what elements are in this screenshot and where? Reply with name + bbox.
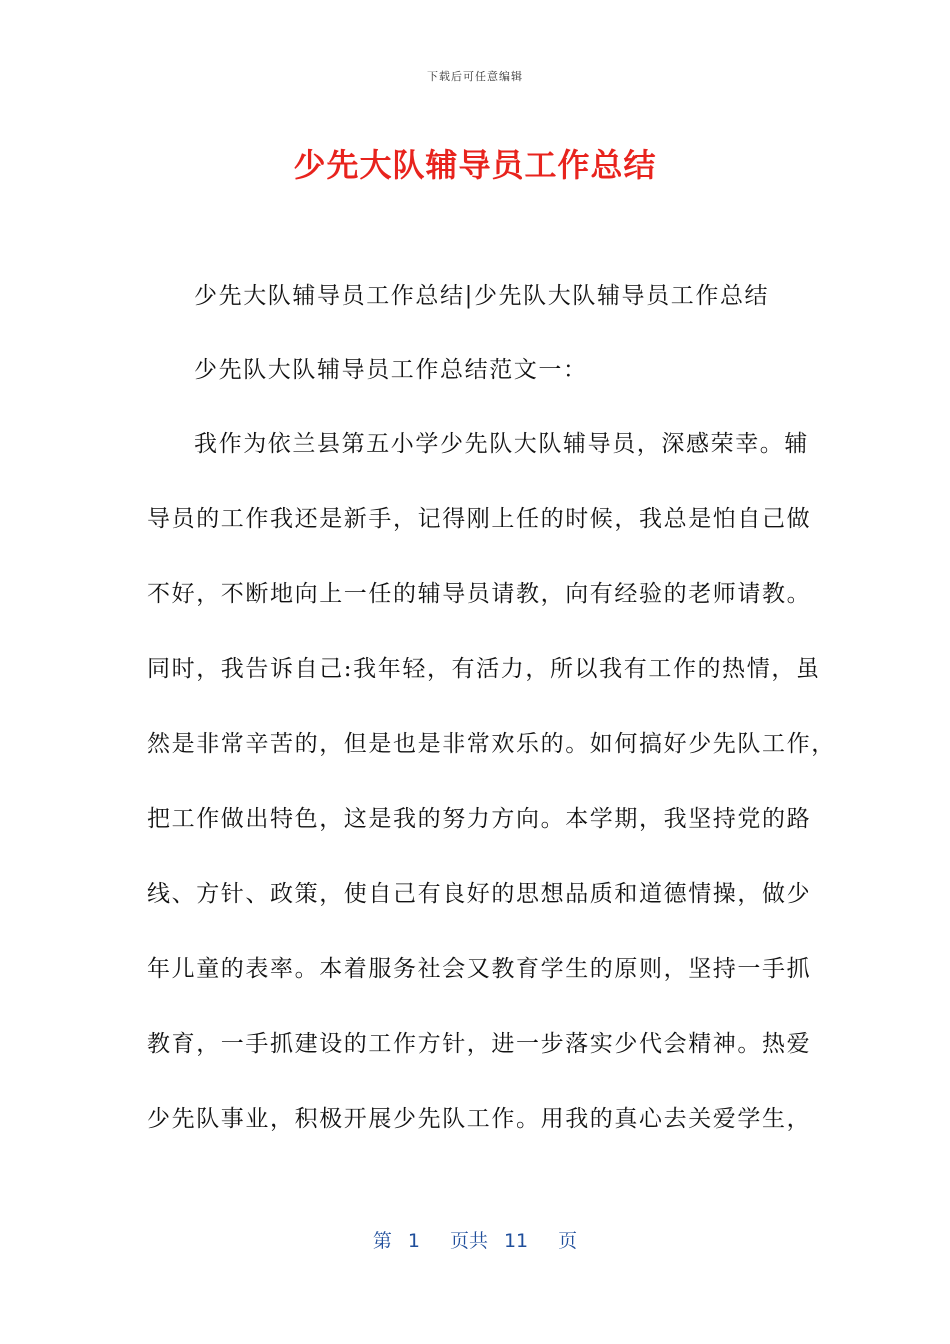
paragraph-line: 教育，一手抓建设的工作方针，进一步落实少代会精神。热爱	[147, 1031, 812, 1057]
section-heading: 少先队大队辅导员工作总结范文一：	[194, 357, 588, 383]
subtitle-line: 少先大队辅导员工作总结|少先队大队辅导员工作总结	[194, 283, 770, 309]
paragraph-line: 导员的工作我还是新手，记得刚上任的时候，我总是怕自己做	[147, 506, 812, 532]
paragraph-line: 少先队事业，积极开展少先队工作。用我的真心去关爱学生，	[147, 1106, 812, 1132]
paragraph-line: 把工作做出特色，这是我的努力方向。本学期，我坚持党的路	[147, 806, 812, 832]
page-footer	[0, 1226, 950, 1253]
paragraph-line: 不好，不断地向上一任的辅导员请教，向有经验的老师请教。	[147, 581, 812, 607]
footer-middle: 页共	[449, 1230, 488, 1252]
footer-prefix: 第	[372, 1230, 392, 1252]
paragraph-line: 同时，我告诉自己:我年轻，有活力，所以我有工作的热情，虽	[147, 656, 821, 682]
paragraph-line: 我作为依兰县第五小学少先队大队辅导员，深感荣幸。辅	[194, 431, 809, 457]
paragraph-line: 年儿童的表率。本着服务社会又教育学生的原则，坚持一手抓	[147, 956, 812, 982]
footer-suffix: 页	[558, 1230, 578, 1252]
footer-total-pages: 11	[503, 1230, 529, 1252]
paragraph-line: 然是非常辛苦的，但是也是非常欢乐的。如何搞好少先队工作，	[147, 731, 836, 757]
document-title: 少先大队辅导员工作总结	[293, 146, 657, 184]
paragraph-line: 线、方针、政策，使自己有良好的思想品质和道德情操，做少	[147, 881, 812, 907]
header-note: 下载后可任意编辑	[427, 70, 523, 83]
footer-current-page: 1	[407, 1230, 420, 1252]
